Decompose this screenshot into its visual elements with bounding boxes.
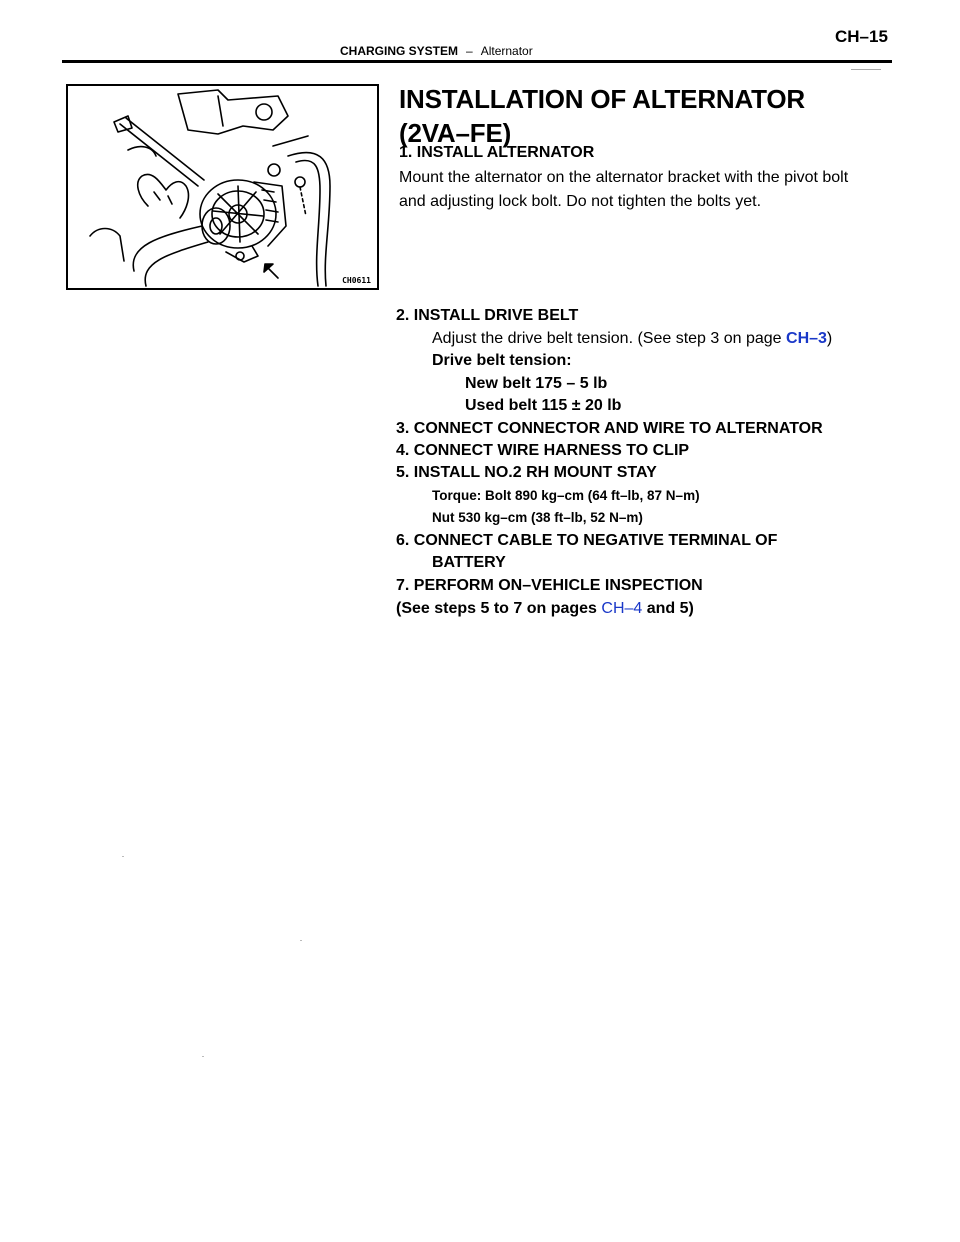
scan-speck [122,856,124,857]
header-separator: – [466,44,473,58]
torque-nut-spec: Nut 530 kg–cm (38 ft–lb, 52 N–m) [432,510,643,525]
page-id: CH–15 [835,27,888,46]
title-line-2: (2VA–FE) [399,118,512,148]
step-2-adjust-text: Adjust the drive belt tension. (See step 3 on page [432,330,787,347]
step-1-text: Mount the alternator on the alternator bracket with the pivot bolt and adjusting lock bolt. Do not tighten the bolts yet. [399,169,849,210]
step-2-adjust-close: ) [826,330,833,347]
step-1-heading: 1. INSTALL ALTERNATOR [399,144,595,161]
header-mark [851,69,881,70]
alternator-drawing [68,86,377,288]
running-header [340,44,533,58]
header-rule [62,60,892,63]
step-6-heading-cont: BATTERY [432,554,506,571]
header-section: CHARGING SYSTEM [340,44,459,58]
section-title [399,82,805,150]
step-7-see-suffix: and 5) [642,600,694,617]
step-2-heading: 2. INSTALL DRIVE BELT [396,307,579,324]
scan-speck [300,940,302,941]
step-7-see-prefix: (See steps 5 to 7 on pages [396,600,602,617]
torque-bolt-spec: Torque: Bolt 890 kg–cm (64 ft–lb, 87 N–m) [432,488,700,503]
step-7-heading: 7. PERFORM ON–VEHICLE INSPECTION [396,577,703,594]
alternator-illustration [66,84,379,290]
page-link-ch-3[interactable]: CH–3 [786,330,827,347]
header-subsection: Alternator [480,44,533,58]
step-3-heading: 3. CONNECT CONNECTOR AND WIRE TO ALTERNATOR [396,420,823,437]
scan-speck [202,1056,204,1057]
step-5-heading: 5. INSTALL NO.2 RH MOUNT STAY [396,464,657,481]
drive-belt-tension-label: Drive belt tension: [432,352,572,369]
step-6-heading: 6. CONNECT CABLE TO NEGATIVE TERMINAL OF [396,532,778,549]
step-7-see [396,600,694,618]
used-belt-spec: Used belt 115 ± 20 lb [465,397,622,414]
new-belt-spec: New belt 175 – 5 lb [465,375,608,392]
step-2-adjust [432,330,832,348]
page-link-ch-4[interactable]: CH–4 [601,600,643,617]
title-line-1: INSTALLATION OF ALTERNATOR [399,84,805,114]
step-4-heading: 4. CONNECT WIRE HARNESS TO CLIP [396,442,690,459]
figure-code: CH0611 [342,276,371,285]
